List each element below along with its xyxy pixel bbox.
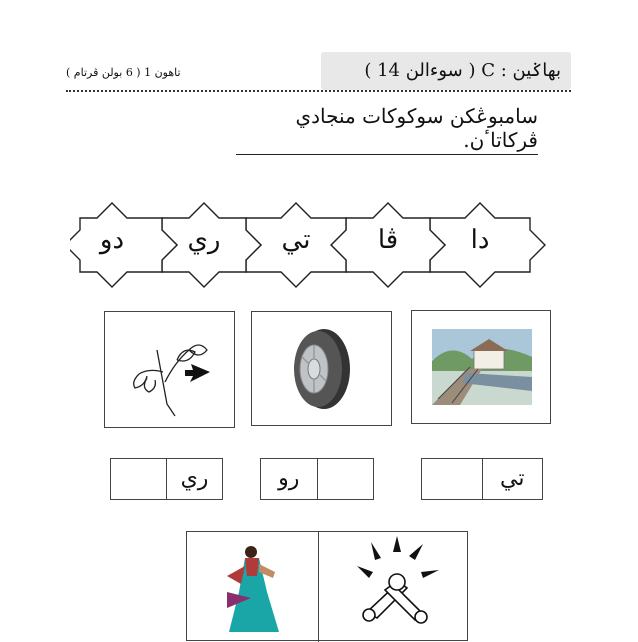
term-note: تاهون 1 ( 6 بولن ڤرتام )	[66, 66, 181, 79]
syllable-ri: ري	[187, 225, 221, 255]
picture-branch	[104, 311, 235, 428]
arrow-icon	[185, 364, 210, 382]
saree-woman-icon	[187, 532, 317, 632]
syllable-du: دو	[99, 225, 125, 255]
syllable-pa: ڤا	[377, 225, 399, 255]
row-2-divider	[318, 532, 319, 642]
syllable-da: دا	[470, 225, 490, 255]
picture-row-2	[186, 531, 468, 641]
header-divider	[66, 90, 571, 92]
picture-house-bridge	[411, 310, 551, 424]
answer-blank-2[interactable]	[317, 459, 374, 499]
section-heading: بهاݢين : C ( سوءالن 14 )	[364, 60, 561, 81]
instruction-text: سامبوڠكن سوكوكات منجادي ڤركاتاٴن.	[236, 104, 538, 155]
syllable-ti: تي	[281, 225, 311, 255]
house-bridge-icon	[412, 311, 550, 423]
leaf-branch-icon	[105, 312, 234, 427]
picture-tyre	[251, 311, 392, 426]
answer-blank-3[interactable]	[111, 459, 166, 499]
answer-box-1	[421, 458, 543, 500]
tyre-icon	[252, 312, 391, 425]
answer-box-3	[110, 458, 223, 500]
answer-given-1: تي	[482, 459, 543, 499]
horns-icon	[327, 532, 462, 632]
answer-box-2	[260, 458, 374, 500]
answer-blank-1[interactable]	[422, 459, 482, 499]
answer-given-3: ري	[166, 459, 222, 499]
answer-given-2: رو	[278, 466, 300, 491]
